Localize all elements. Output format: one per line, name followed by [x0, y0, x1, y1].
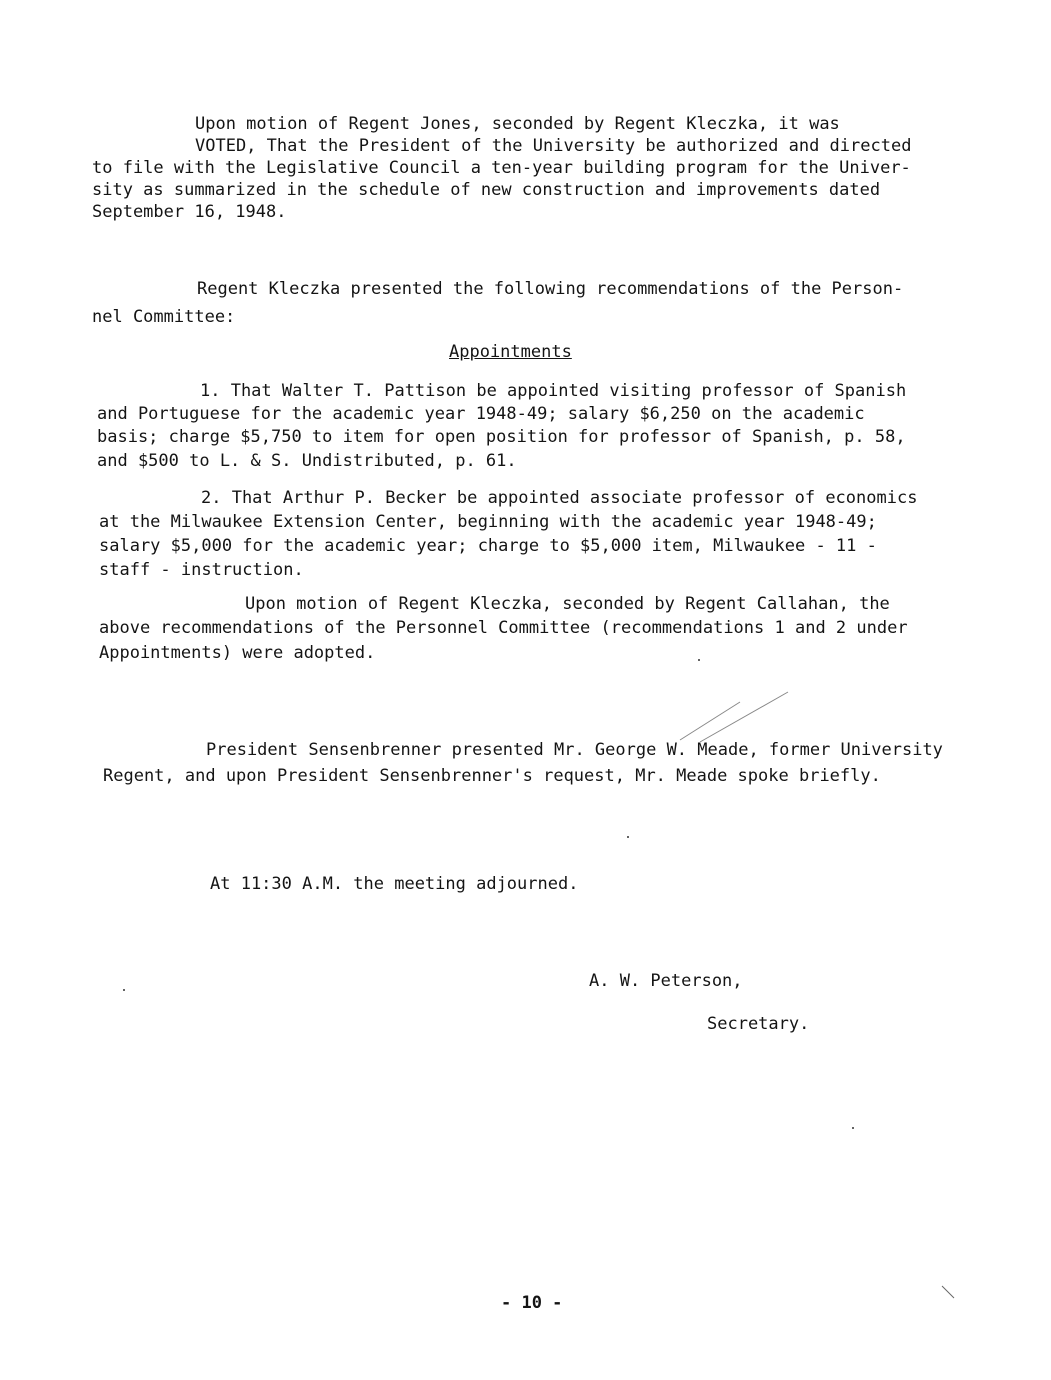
item-1-line-3: basis; charge $5,750 to item for open position for professor of Spanish, p. 58, — [97, 427, 906, 447]
scan-mark-corner — [940, 1284, 960, 1304]
page-number: - 10 - — [501, 1293, 563, 1313]
voted-line-2: VOTED, That the President of the University be authorized and directed — [195, 136, 912, 156]
item-2-line-4: staff - instruction. — [99, 560, 304, 580]
voted-line-1: Upon motion of Regent Jones, seconded by Regent Kleczka, it was — [195, 114, 840, 134]
voted-line-5: September 16, 1948. — [92, 202, 287, 222]
item-1-line-2: and Portuguese for the academic year 1948-49; salary $6,250 on the academic — [97, 404, 865, 424]
item-2-line-1: 2. That Arthur P. Becker be appointed associate professor of economics — [201, 488, 918, 508]
adopted-line-3: Appointments) were adopted. — [99, 643, 376, 663]
adopted-line-1: Upon motion of Regent Kleczka, seconded by Regent Callahan, the — [245, 594, 890, 614]
meade-line-1: President Sensenbrenner presented Mr. George W. Meade, former University — [206, 740, 943, 760]
kleczka-line-2: nel Committee: — [92, 307, 236, 327]
appointments-heading: Appointments — [449, 342, 572, 362]
kleczka-line-1: Regent Kleczka presented the following recommendations of the Person- — [197, 279, 904, 299]
scan-speck — [627, 836, 629, 838]
meade-line-2: Regent, and upon President Sensenbrenner's request, Mr. Meade spoke briefly. — [103, 766, 881, 786]
scan-speck — [852, 1127, 854, 1129]
item-1-line-1: 1. That Walter T. Pattison be appointed visiting professor of Spanish — [200, 381, 907, 401]
adjourned-line: At 11:30 A.M. the meeting adjourned. — [210, 874, 579, 894]
item-1-line-4: and $500 to L. & S. Undistributed, p. 61. — [97, 451, 517, 471]
pen-mark — [670, 690, 810, 750]
scan-speck — [123, 989, 125, 991]
adopted-line-2: above recommendations of the Personnel Committee (recommendations 1 and 2 under — [99, 618, 908, 638]
voted-line-3: to file with the Legislative Council a ten-year building program for the Univer- — [92, 158, 911, 178]
item-2-line-2: at the Milwaukee Extension Center, beginning with the academic year 1948-49; — [99, 512, 877, 532]
scan-speck — [698, 659, 700, 661]
signature-title: Secretary. — [707, 1014, 810, 1034]
item-2-line-3: salary $5,000 for the academic year; charge to $5,000 item, Milwaukee - 11 - — [99, 536, 877, 556]
signature-name: A. W. Peterson, — [589, 971, 743, 991]
voted-line-4: sity as summarized in the schedule of new construction and improvements dated — [92, 180, 881, 200]
